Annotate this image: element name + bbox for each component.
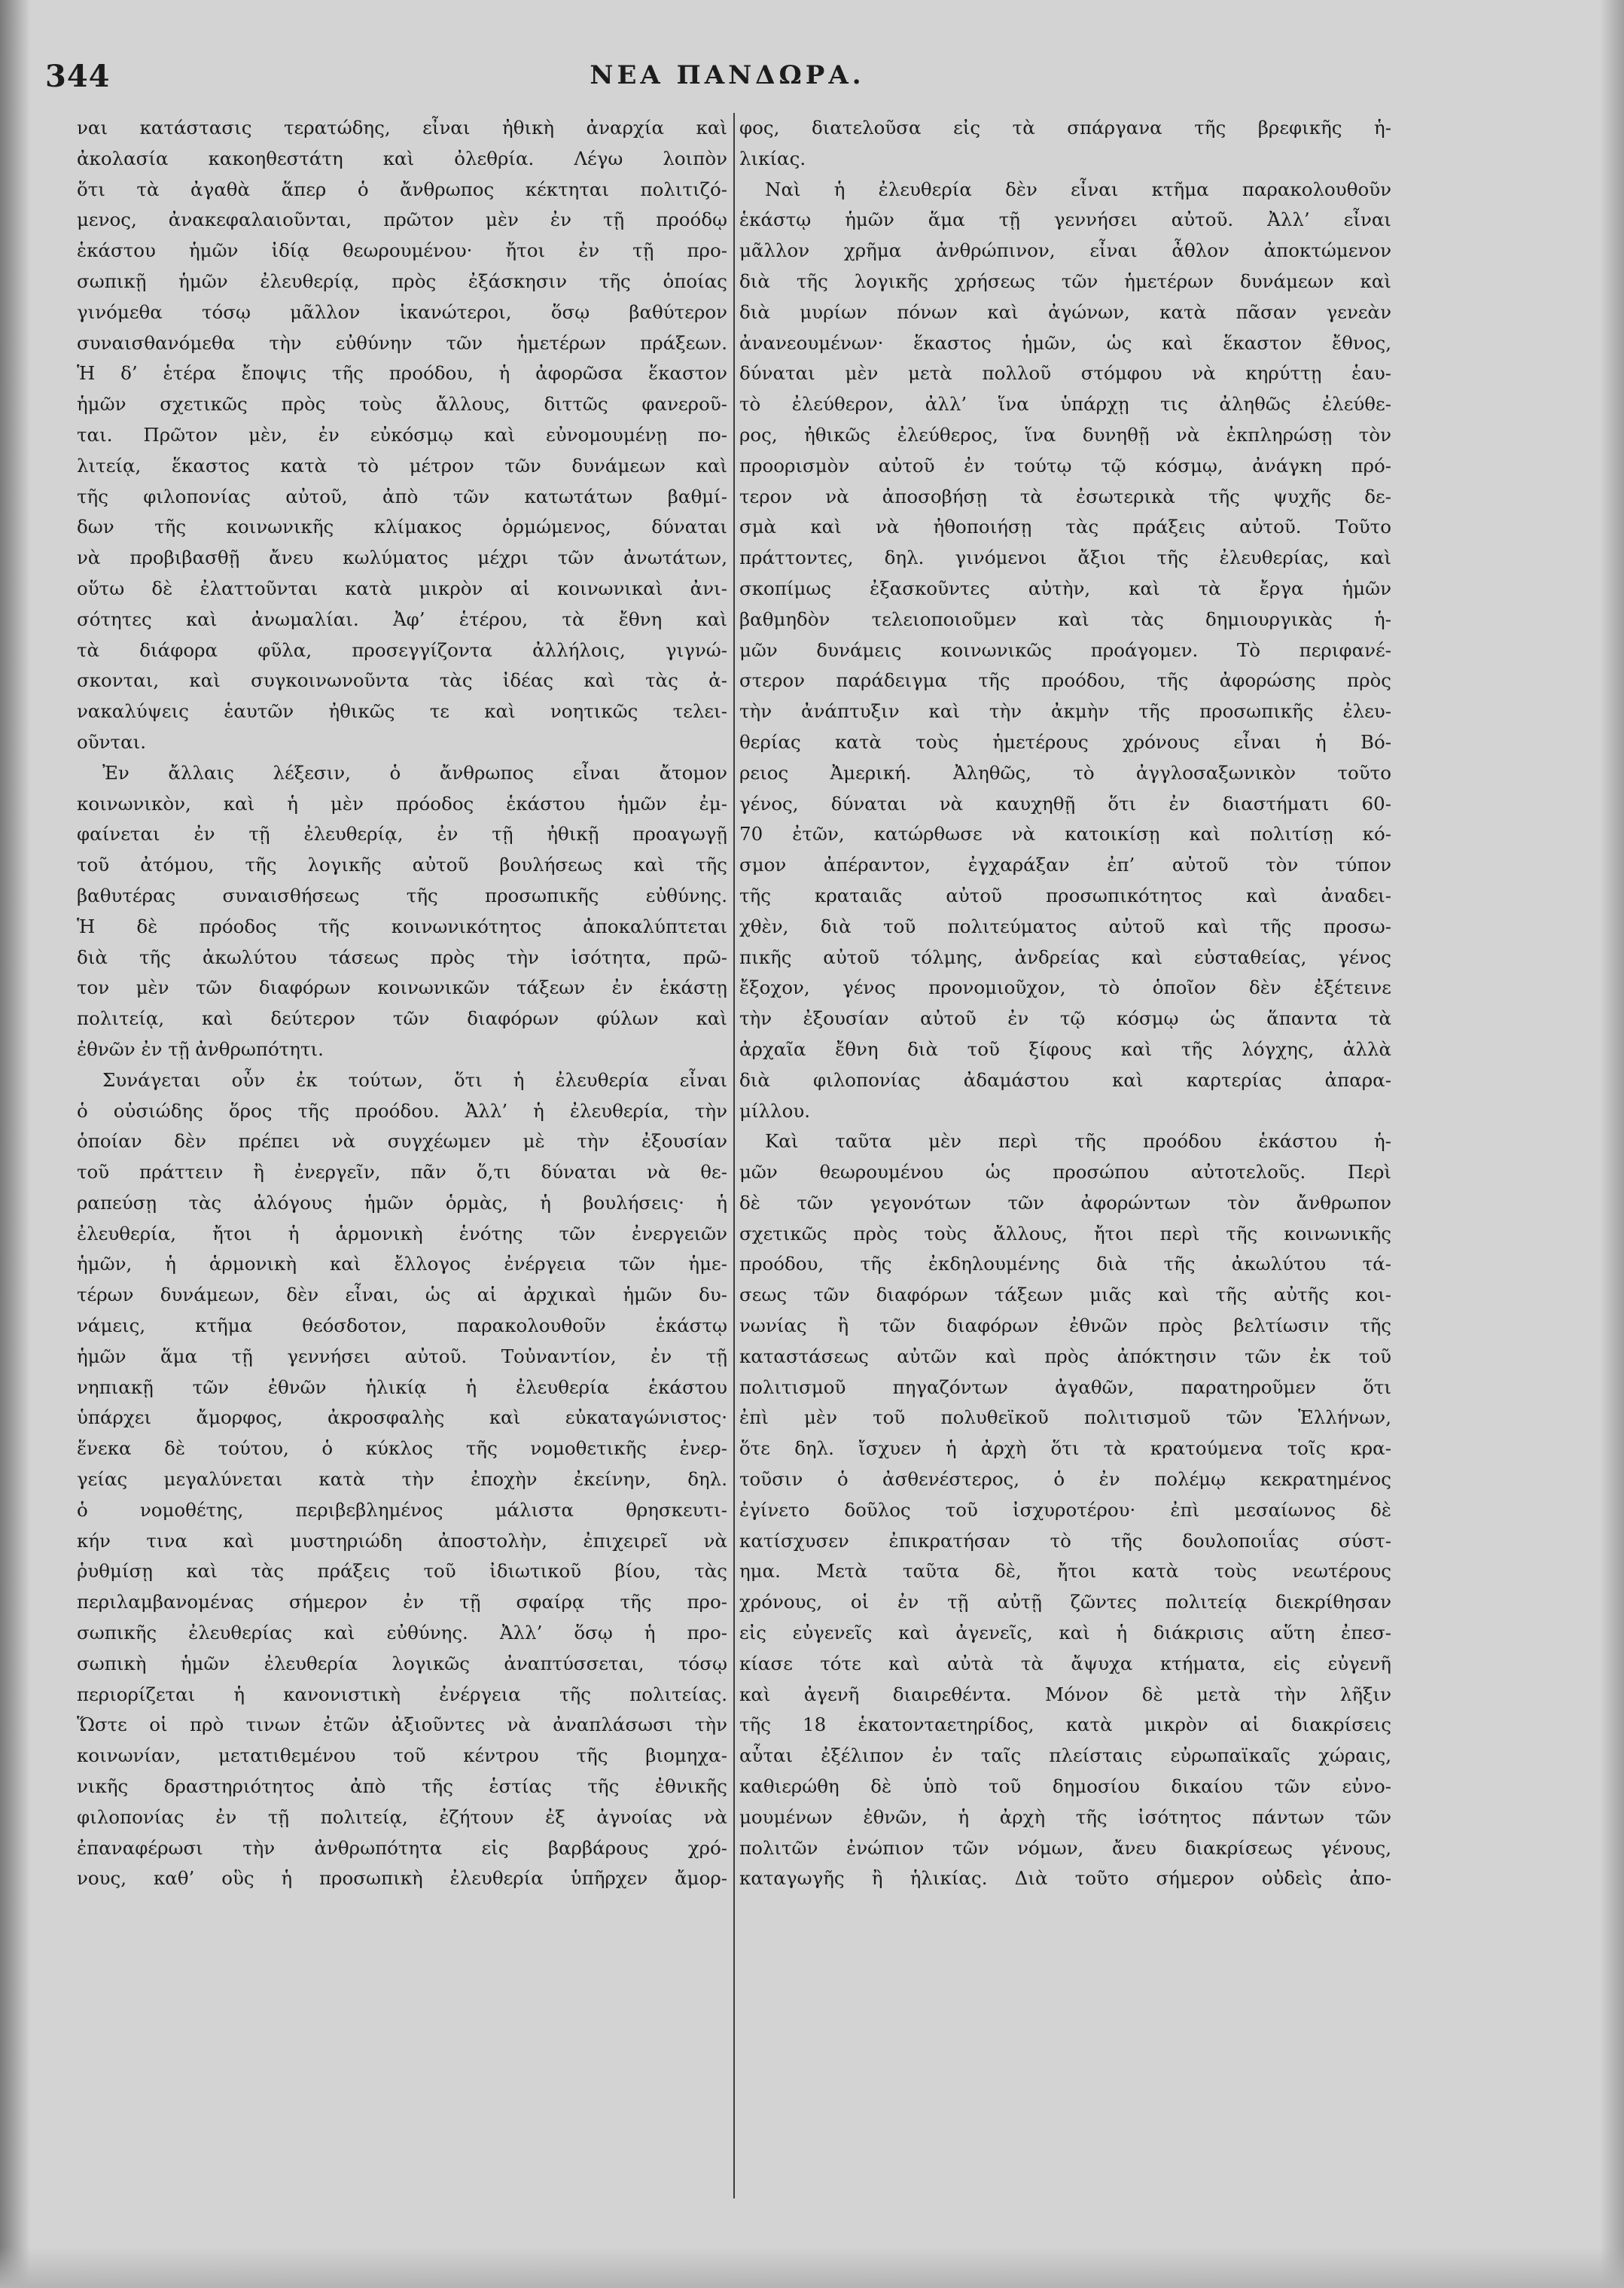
text-line: ἀνανεουμένων· ἕκαστος ἡμῶν, ὡς καὶ ἕκαστον ἔθνος, [739,331,1391,354]
left-column [77,113,727,1894]
bottom-shadow [0,2247,1624,2288]
text-line: ραπεύσῃ τὰς ἀλόγους ἡμῶν ὁρμὰς, ἡ βουλήσεις· ἡ [77,1191,727,1214]
text-line: τῆς φιλοπονίας αὐτοῦ, ἀπὸ τῶν κατωτάτων βαθμί- [77,485,727,507]
text-line: βαθυτέρας συναισθήσεως τῆς προσωπικῆς εὐθύνης. [77,884,727,906]
text-line: σχετικῶς πρὸς τοὺς ἄλλους, ἤτοι περὶ τῆς κοινωνικῆς [739,1222,1391,1245]
text-line: γείας μεγαλύνεται κατὰ τὴν ἐποχὴν ἐκείνην, δηλ. [77,1468,727,1491]
text-line: βαθμηδὸν τελειοποιοῦμεν καὶ τὰς δημιουργικὰς ἡ- [739,608,1391,630]
text-line: τὰ διάφορα φῦλα, προσεγγίζοντα ἀλλήλοις, γιγνώ- [77,638,727,661]
text-line: ἀρχαῖα ἔθνη διὰ τοῦ ξίφους καὶ τῆς λόγχης, ἀλλὰ [739,1037,1391,1060]
text-line: Καὶ ταῦτα μὲν περὶ τῆς προόδου ἑκάστου ἡ- [765,1130,1391,1153]
text-line: ἑκάστῳ ἡμῶν ἅμα τῇ γεννήσει αὐτοῦ. Ἀλλ’ εἶναι [739,209,1391,231]
text-line: ἀκολασία κακοηθεστάτη καὶ ὀλεθρία. Λέγω λοιπὸν [77,147,727,169]
text-line: νακαλύψεις ἑαυτῶν ἠθικῶς τε καὶ νοητικῶς τελει- [77,700,727,723]
text-line: συναισθανόμεθα τὴν εὐθύνην τῶν ἡμετέρων πράξεων. [77,331,727,354]
text-line: ἡμῶν, ἡ ἁρμονικὴ καὶ ἔλλογος ἐνέργεια τῶν ἡμε- [77,1253,727,1275]
text-line: σωπικῆς ἐλευθερίας καὶ εὐθύνης. Ἀλλ’ ὅσῳ ἡ προ- [77,1622,727,1644]
text-line: οὕτω δὲ ἐλαττοῦνται κατὰ μικρὸν αἱ κοινωνικαὶ ἀνι- [77,577,727,599]
text-line: σκοπίμως ἐξασκοῦντες αὐτὴν, καὶ τὰ ἔργα ἡμῶν [739,577,1391,599]
text-line: ὅτε δηλ. ἴσχυεν ἡ ἀρχὴ ὅτι τὰ κρατούμενα τοῖς κρα- [739,1437,1391,1460]
text-line: νωνίας ἢ τῶν διαφόρων ἐθνῶν πρὸς βελτίωσιν τῆς [739,1315,1391,1337]
text-line: κατίσχυσεν ἐπικρατήσαν τὸ τῆς δουλοποιΐας σύστ- [739,1529,1391,1552]
page-edge-shadow [1600,0,1624,2288]
text-line: διὰ φιλοπονίας ἀδαμάστου καὶ καρτερίας ἀπαρα- [739,1068,1391,1091]
text-line: καθιερώθη δὲ ὑπὸ τοῦ δημοσίου δικαίου τῶν εὐνο- [739,1775,1391,1798]
text-line: δύναται μὲν μετὰ πολλοῦ στόμφου νὰ κηρύττῃ ἑαυ- [739,362,1391,385]
text-line: φιλοπονίας ἐν τῇ πολιτείᾳ, ἐζήτουν ἐξ ἀγνοίας νὰ [77,1805,727,1828]
text-line: Ὥστε οἱ πρὸ τινων ἐτῶν ἀξιοῦντες νὰ ἀναπλάσωσι τὴν [77,1714,727,1736]
running-title: ΝΕΑ ΠΑΝΔΩΡΑ. [590,60,865,90]
text-line: νηπιακῇ τῶν ἐθνῶν ἡλικίᾳ ἡ ἐλευθερία ἑκάστου [77,1376,727,1398]
text-line: τερον νὰ ἀποσοβήσῃ τὰ ἐσωτερικὰ τῆς ψυχῆς δε- [739,485,1391,507]
text-line: ἐπαναφέρωσι τὴν ἀνθρωπότητα εἰς βαρβάρους χρό- [77,1836,727,1859]
text-line: σμον ἀπέραντον, ἐγχαράξαν ἐπ’ αὐτοῦ τὸν τύπον [739,854,1391,876]
text-line: νικῆς δραστηριότητος ἀπὸ τῆς ἑστίας τῆς ἐθνικῆς [77,1775,727,1798]
text-line: ἑκάστου ἡμῶν ἰδίᾳ θεωρουμένου· ἤτοι ἐν τῇ προ- [77,239,727,262]
text-line: ρειος Ἀμερική. Ἀληθῶς, τὸ ἀγγλοσαξωνικὸν τοῦτο [739,761,1391,784]
text-line: προορισμὸν αὐτοῦ ἐν τούτῳ τῷ κόσμῳ, ἀνάγκη πρό- [739,454,1391,477]
text-line: ἐλευθερία, ἤτοι ἡ ἁρμονικὴ ἑνότης τῶν ἐνεργειῶν [77,1222,727,1245]
text-line: λικίας. [739,147,806,169]
text-line: νους, καθ’ οὓς ἡ προσωπικὴ ἐλευθερία ὑπῆρχεν ἄμορ- [77,1867,727,1890]
text-line: διὰ μυρίων πόνων καὶ ἀγώνων, κατὰ πᾶσαν γενεὰν [739,300,1391,323]
text-line: ἐπὶ μὲν τοῦ πολυθεϊκοῦ πολιτισμοῦ τῶν Ἑλλήνων, [739,1406,1391,1429]
text-line: ὁποίαν δὲν πρέπει νὰ συγχέωμεν μὲ τὴν ἐξουσίαν [77,1130,727,1153]
text-line: μῶν δυνάμεις κοινωνικῶς προάγομεν. Τὸ περιφανέ- [739,638,1391,661]
text-line: σμὰ καὶ νὰ ἠθοποιήσῃ τὰς πράξεις αὐτοῦ. Τοῦτο [739,516,1391,538]
text-line: διὰ τῆς ἀκωλύτου τάσεως πρὸς τὴν ἰσότητα, πρῶ- [77,946,727,968]
text-line: τον μὲν τῶν διαφόρων κοινωνικῶν τάξεων ἐν ἑκάστῃ [77,976,727,999]
text-line: διὰ τῆς λογικῆς χρήσεως τῶν ἡμετέρων δυνάμεων καὶ [739,270,1391,292]
binding-shadow [0,0,30,2288]
text-line: τέρων δυνάμεων, δὲν εἶναι, ὡς αἱ ἀρχικαὶ ἡμῶν δυ- [77,1284,727,1306]
page-number: 344 [45,59,111,94]
text-line: ὁ νομοθέτης, περιβεβλημένος μάλιστα θρησκευτι- [77,1498,727,1521]
text-line: ρος, ἠθικῶς ἐλεύθερος, ἵνα δυνηθῇ νὰ ἐκπληρώσῃ τὸν [739,423,1391,446]
text-line: στερον παράδειγμα τῆς προόδου, τῆς ἀφορώσης πρὸς [739,669,1391,692]
text-line: ἐγίνετο δοῦλος τοῦ ἰσχυροτέρου· ἐπὶ μεσαίωνος δὲ [739,1498,1391,1521]
text-line: τοῦσιν ὁ ἀσθενέστερος, ὁ ἐν πολέμῳ κεκρατημένος [739,1468,1391,1491]
text-line: μίλλου. [739,1099,811,1122]
text-line: χρόνους, οἱ ἐν τῇ αὐτῇ ζῶντες πολιτείᾳ διεκρίθησαν [739,1591,1391,1613]
text-line: τοῦ ἀτόμου, τῆς λογικῆς αὐτοῦ βουλήσεως καὶ τῆς [77,854,727,876]
text-line: εἰς εὐγενεῖς καὶ ἀγενεῖς, καὶ ἡ διάκρισις αὕτη ἐπεσ- [739,1622,1391,1644]
text-line: σωπικὴ ἡμῶν ἐλευθερία λογικῶς ἀναπτύσσεται, τόσῳ [77,1652,727,1674]
text-line: κήν τινα καὶ μυστηριώδη ἀποστολὴν, ἐπιχειρεῖ νὰ [77,1529,727,1552]
text-line: λιτείᾳ, ἕκαστος κατὰ τὸ μέτρον τῶν δυνάμεων καὶ [77,454,727,477]
text-line: μουμένων ἐθνῶν, ἡ ἀρχὴ τῆς ἰσότητος πάντων τῶν [739,1805,1391,1828]
text-line: δων τῆς κοινωνικῆς κλίμακος ὁρμώμενος, δύναται [77,516,727,538]
text-line: κοινωνικὸν, καὶ ἡ μὲν πρόοδος ἑκάστου ἡμῶν ἐμ- [77,792,727,815]
text-line: Ἐν ἄλλαις λέξεσιν, ὁ ἄνθρωπος εἶναι ἄτομον [102,761,727,784]
text-line: πολιτείᾳ, καὶ δεύτερον τῶν διαφόρων φύλων καὶ [77,1007,727,1030]
right-column [739,113,1391,1894]
text-line: νάμεις, κτῆμα θεόσδοτον, παρακολουθοῦν ἑκάστῳ [77,1315,727,1337]
text-line: πολιτῶν ἐνώπιον τῶν νόμων, ἄνευ διακρίσεως γένους, [739,1836,1391,1859]
text-line: πράττοντες, δηλ. γινόμενοι ἄξιοι τῆς ἐλευθερίας, καὶ [739,547,1391,569]
text-line: τοῦ πράττειν ἢ ἐνεργεῖν, πᾶν ὅ,τι δύναται νὰ θε- [77,1161,727,1184]
text-line: περιλαμβανομένας σήμερον ἐν τῇ σφαίρᾳ τῆς προ- [77,1591,727,1613]
text-line: ναι κατάστασις τερατώδης, εἶναι ἠθικὴ ἀναρχία καὶ [77,117,727,139]
text-line: προόδου, τῆς ἐκδηλουμένης διὰ τῆς ἀκωλύτου τά- [739,1253,1391,1275]
text-line: Ἡ δ’ ἑτέρα ἔποψις τῆς προόδου, ἡ ἀφορῶσα ἕκαστον [77,362,727,385]
text-line: ἡμῶν σχετικῶς πρὸς τοὺς ἄλλους, διττῶς φανεροῦ- [77,393,727,416]
text-line: καταστάσεως αὐτῶν καὶ πρὸς ἀπόκτησιν τῶν ἐκ τοῦ [739,1345,1391,1367]
text-line: κίασε τότε καὶ αὐτὰ τὰ ἄψυχα κτήματα, εἰς εὐγενῆ [739,1652,1391,1674]
text-line: ημα. Μετὰ ταῦτα δὲ, ἤτοι κατὰ τοὺς νεωτέρους [739,1560,1391,1583]
text-line: καταγωγῆς ἢ ἡλικίας. Διὰ τοῦτο σήμερον οὐδεὶς ἀπο- [739,1867,1391,1890]
text-line: ἕνεκα δὲ τούτου, ὁ κύκλος τῆς νομοθετικῆς ἐνερ- [77,1437,727,1460]
text-line: φαίνεται ἐν τῇ ἐλευθερίᾳ, ἐν τῇ ἠθικῇ προαγωγῇ [77,823,727,845]
text-line: νὰ προβιβασθῇ ἄνευ κωλύματος μέχρι τῶν ἀνωτάτων, [77,547,727,569]
text-line: Συνάγεται οὖν ἐκ τούτων, ὅτι ἡ ἐλευθερία εἶναι [102,1068,727,1091]
text-line: αὗται ἐξέλιπον ἐν ταῖς πλείσταις εὐρωπαϊκαῖς χώραις, [739,1744,1391,1767]
text-line: σεως τῶν διαφόρων τάξεων μιᾶς καὶ τῆς αὐτῆς κοι- [739,1284,1391,1306]
text-line: ὑπάρχει ἄμορφος, ἀκροσφαλὴς καὶ εὐκαταγώνιστος· [77,1406,727,1429]
text-line: φος, διατελοῦσα εἰς τὰ σπάργανα τῆς βρεφικῆς ἡ- [739,117,1391,139]
text-line: ται. Πρῶτον μὲν, ἐν εὐκόσμῳ καὶ εὐνομουμένῃ πο- [77,423,727,446]
text-line: Ναὶ ἡ ἐλευθερία δὲν εἶναι κτῆμα παρακολουθοῦν [765,178,1391,200]
text-line: πολιτισμοῦ πηγαζόντων ἀγαθῶν, παρατηροῦμεν ὅτι [739,1376,1391,1398]
text-line: μῶν θεωρουμένου ὡς προσώπου αὐτοτελοῦς. Περὶ [739,1161,1391,1184]
text-line: ῥυθμίσῃ καὶ τὰς πράξεις τοῦ ἰδιωτικοῦ βίου, τὰς [77,1560,727,1583]
text-line: τὴν ἐξουσίαν αὐτοῦ ἐν τῷ κόσμῳ ὡς ἅπαντα τὰ [739,1007,1391,1030]
text-line: σότητες καὶ ἀνωμαλίαι. Ἀφ’ ἑτέρου, τὰ ἔθνη καὶ [77,608,727,630]
text-line: χθὲν, διὰ τοῦ πολιτεύματος αὐτοῦ καὶ τῆς προσω- [739,915,1391,937]
page-header [45,59,1409,96]
text-line: τὴν ἀνάπτυξιν καὶ τὴν ἀκμὴν τῆς προσωπικῆς ἐλευ- [739,700,1391,723]
text-line: θερίας κατὰ τοὺς ἡμετέρους χρόνους εἶναι ἡ Βό- [739,730,1391,753]
text-line: τὸ ἐλεύθερον, ἀλλ’ ἵνα ὑπάρχῃ τις ἀληθῶς ἐλεύθε- [739,393,1391,416]
text-line: καὶ ἀγενῆ διαιρεθέντα. Μόνον δὲ μετὰ τὴν λῆξιν [739,1683,1391,1705]
text-line: ὅτι τὰ ἀγαθὰ ἅπερ ὁ ἄνθρωπος κέκτηται πολιτιζό- [77,178,727,200]
text-line: κοινωνίαν, μετατιθεμένου τοῦ κέντρου τῆς βιομηχα- [77,1744,727,1767]
text-line: ἐθνῶν ἐν τῇ ἀνθρωπότητι. [77,1037,324,1060]
text-line: περιορίζεται ἡ κανονιστικὴ ἐνέργεια τῆς πολιτείας. [77,1683,727,1705]
text-line: τῆς κραταιᾶς αὐτοῦ προσωπικότητος καὶ ἀναδει- [739,884,1391,906]
text-line: ἔξοχον, γένος προνομιοῦχον, τὸ ὁποῖον δὲν ἐξέτεινε [739,976,1391,999]
text-line: Ἡ δὲ πρόοδος τῆς κοινωνικότητος ἀποκαλύπτεται [77,915,727,937]
text-line: πικῆς αὐτοῦ τόλμης, ἀνδρείας καὶ εὐσταθείας, γένος [739,946,1391,968]
text-line: γένος, δύναται νὰ καυχηθῇ ὅτι ἐν διαστήματι 60- [739,792,1391,815]
text-line: ἡμῶν ἅμα τῇ γεννήσει αὐτοῦ. Τοὐναντίον, ἐν τῇ [77,1345,727,1367]
text-line: μᾶλλον χρῆμα ἀνθρώπινον, εἶναι ἆθλον ἀποκτώμενον [739,239,1391,262]
text-line: μενος, ἀνακεφαλαιοῦνται, πρῶτον μὲν ἐν τῇ προόδῳ [77,209,727,231]
text-line: 70 ἐτῶν, κατώρθωσε νὰ κατοικίσῃ καὶ πολιτίσῃ κό- [739,823,1391,845]
text-line: οῦνται. [77,730,147,753]
text-line: δὲ τῶν γεγονότων τῶν ἀφορώντων τὸν ἄνθρωπον [739,1191,1391,1214]
text-line: σκονται, καὶ συγκοινωνοῦντα τὰς ἰδέας καὶ τὰς ἀ- [77,669,727,692]
text-line: σωπικῇ ἡμῶν ἐλευθερίᾳ, πρὸς ἐξάσκησιν τῆς ὁποίας [77,270,727,292]
text-line: ὁ οὐσιώδης ὅρος τῆς προόδου. Ἀλλ’ ἡ ἐλευθερία, τὴν [77,1099,727,1122]
column-rule [733,113,735,2198]
text-line: γινόμεθα τόσῳ μᾶλλον ἱκανώτεροι, ὅσῳ βαθύτερον [77,300,727,323]
text-line: τῆς 18 ἑκατονταετηρίδος, κατὰ μικρὸν αἱ διακρίσεις [739,1714,1391,1736]
